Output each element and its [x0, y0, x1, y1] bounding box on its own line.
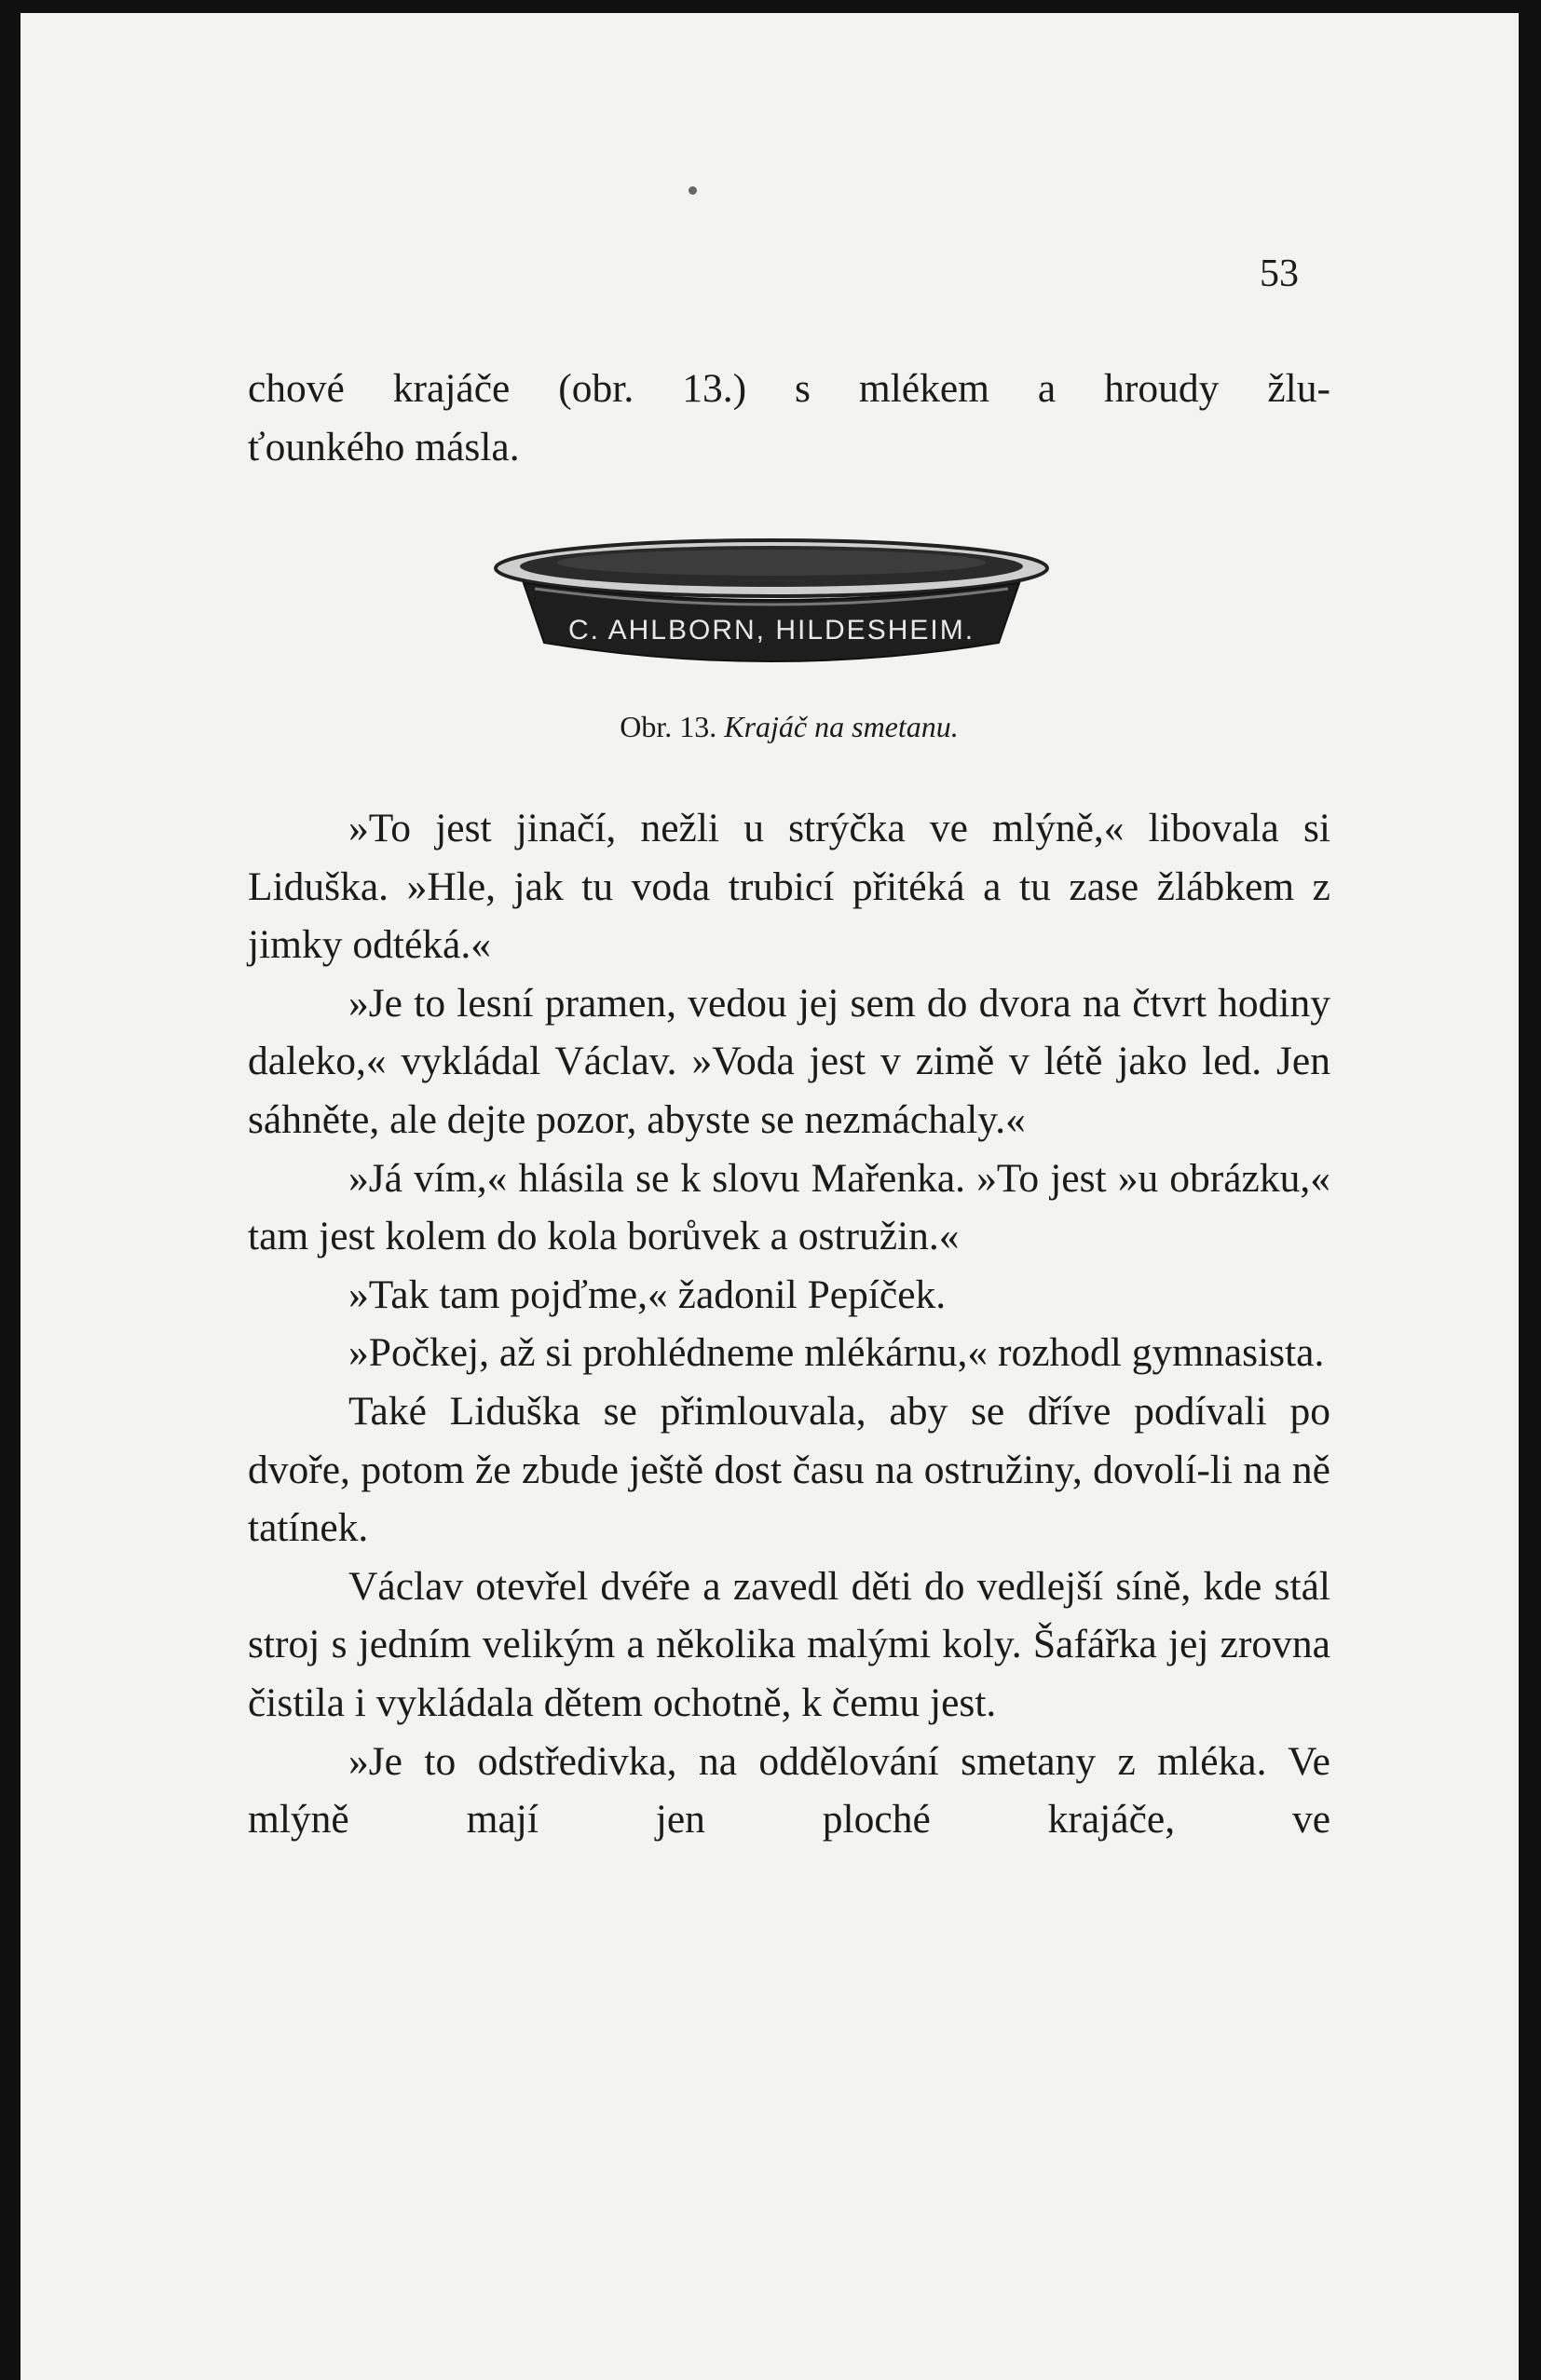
text-line: chové krajáče (obr. 13.) s mlékem a hroudy žlu- — [248, 366, 1330, 411]
caption-prefix: Obr. 13. — [620, 710, 717, 743]
cream-pan-illustration — [486, 524, 1057, 673]
paragraph: »Je to odstředivka, na oddělování smetany z mléka. Ve mlýně mají jen ploché krajáče, ve — [248, 1738, 1330, 1843]
book-page — [20, 13, 1519, 2380]
paragraph: Také Liduška se přimlouvala, aby se dříve podívali po dvoře, potom že zbude ještě dost času na ostružiny, dovolí-li na ně tatínek. — [248, 1388, 1330, 1551]
paragraph: Václav otevřel dvéře a zavedl děti do vedlejší síně, kde stál stroj s jedním velikým a několika malými koly. Šafářka jej zrovna čistila i vykládala dětem ochotně, k čemu jest. — [248, 1563, 1330, 1725]
paragraph: »Počkej, až si prohlédneme mlékárnu,« rozhodl gymnasista. — [348, 1330, 1325, 1376]
paragraph: »Já vím,« hlásila se k slovu Mařenka. »To jest »u obrázku,« tam jest kolem do kola borůvek a ostružin.« — [248, 1155, 1330, 1259]
paragraph: »Je to lesní pramen, vedou jej sem do dvora na čtvrt hodiny daleko,« vykládal Václav. »Voda jest v zimě v létě jako led. Jen sáhněte, ale dejte pozor, abyste se nezmáchaly.« — [248, 980, 1330, 1142]
page-speck — [689, 186, 697, 195]
body-text — [248, 799, 1330, 1849]
figure-caption — [248, 710, 1330, 744]
text-line: ťounkého másla. — [248, 424, 520, 469]
page-number: 53 — [1260, 252, 1299, 295]
paragraph: »To jest jinačí, nežli u strýčka ve mlýně,« libovala si Liduška. »Hle, jak tu voda trubicí přitéká a tu zase žlábkem z jimky odtéká.« — [248, 806, 1330, 968]
paragraph: »Tak tam pojďme,« žadonil Pepíček. — [348, 1272, 947, 1317]
stamp-text: C. AHLBORN, HILDESHEIM. — [567, 615, 975, 646]
caption-title: Krajáč na smetanu. — [724, 710, 959, 743]
top-text — [248, 360, 1330, 476]
